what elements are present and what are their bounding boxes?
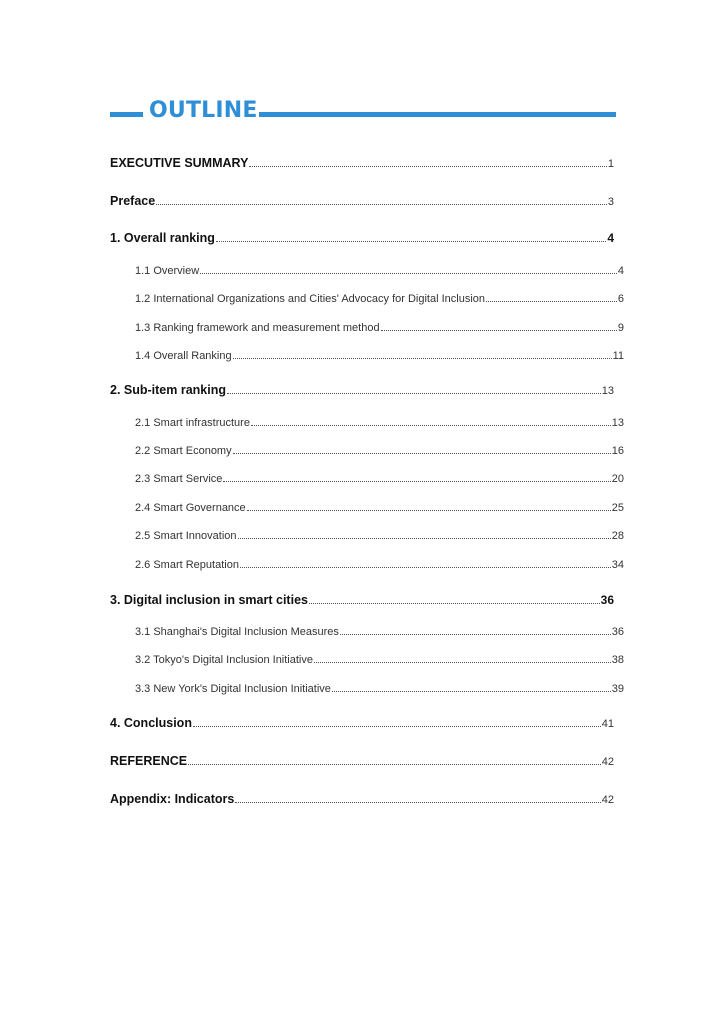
- toc-entry-label: 3.3 New York's Digital Inclusion Initiative: [135, 683, 331, 695]
- toc-entry-label: 1.2 International Organizations and Cities' Advocacy for Digital Inclusion: [135, 293, 486, 305]
- toc-entry-label: 2. Sub-item ranking: [110, 383, 226, 397]
- page-title: OUTLINE: [149, 98, 258, 123]
- toc-entry-label: 1.1 Overview: [135, 265, 200, 277]
- toc-leader-dots: [227, 392, 601, 394]
- toc-entry-conclusion[interactable]: [110, 716, 614, 730]
- toc-entry-executive-summary[interactable]: [110, 156, 614, 170]
- toc-leader-dots: [238, 537, 611, 539]
- toc-entry-label: 2.3 Smart Service: [135, 473, 223, 485]
- toc-leader-dots: [332, 690, 611, 692]
- toc-page-number: 28: [611, 530, 624, 542]
- toc-entry-advocacy[interactable]: [135, 293, 624, 305]
- toc-page-number: 16: [611, 445, 624, 457]
- toc-page-number: 3: [607, 196, 614, 208]
- toc-page-number: 42: [601, 756, 614, 768]
- toc-leader-dots: [156, 203, 607, 205]
- toc-entry-appendix[interactable]: [110, 792, 614, 806]
- toc-page-number: 1: [607, 158, 614, 170]
- outline-header: [110, 96, 616, 128]
- toc-entry-label: 3.2 Tokyo's Digital Inclusion Initiative: [135, 654, 313, 666]
- toc-entry-tokyo[interactable]: [135, 654, 624, 666]
- toc-page-number: 4: [607, 231, 614, 245]
- toc-leader-dots: [240, 566, 611, 568]
- toc-entry-sub-item-ranking[interactable]: [110, 383, 614, 397]
- toc-entry-smart-reputation[interactable]: [135, 559, 624, 571]
- toc-entry-label: 2.5 Smart Innovation: [135, 530, 237, 542]
- toc-entry-label: 2.4 Smart Governance: [135, 502, 246, 514]
- toc-entry-label: 1.3 Ranking framework and measurement method: [135, 322, 380, 334]
- toc-page-number: 36: [600, 593, 614, 607]
- toc-page-number: 41: [601, 718, 614, 730]
- toc-leader-dots: [188, 763, 601, 765]
- toc-page-number: 36: [611, 626, 624, 638]
- toc-leader-dots: [486, 300, 617, 302]
- toc-entry-label: 3.1 Shanghai's Digital Inclusion Measures: [135, 626, 339, 638]
- toc-entry-shanghai[interactable]: [135, 626, 624, 638]
- toc-entry-label: 4. Conclusion: [110, 716, 192, 730]
- toc-entry-smart-innovation[interactable]: [135, 530, 624, 542]
- toc-leader-dots: [200, 272, 617, 274]
- toc-leader-dots: [309, 602, 600, 604]
- toc-page-number: 13: [611, 417, 624, 429]
- toc-entry-label: Preface: [110, 194, 156, 208]
- toc-entry-label: 2.1 Smart infrastructure: [135, 417, 250, 429]
- toc-entry-new-york[interactable]: [135, 683, 624, 695]
- toc-entry-digital-inclusion[interactable]: [110, 593, 614, 607]
- toc-page-number: 13: [601, 385, 614, 397]
- toc-entry-label: 3. Digital inclusion in smart cities: [110, 593, 308, 607]
- toc-leader-dots: [381, 329, 617, 331]
- toc-leader-dots: [233, 357, 612, 359]
- toc-page-number: 25: [611, 502, 624, 514]
- toc-leader-dots: [340, 633, 611, 635]
- toc-entry-label: EXECUTIVE SUMMARY: [110, 156, 249, 170]
- toc-entry-label: 2.6 Smart Reputation: [135, 559, 239, 571]
- toc-entry-smart-service[interactable]: [135, 473, 624, 485]
- toc-entry-label: 2.2 Smart Economy: [135, 445, 232, 457]
- toc-leader-dots: [223, 480, 610, 482]
- toc-leader-dots: [216, 240, 606, 242]
- toc-leader-dots: [314, 661, 611, 663]
- toc-page-number: 38: [611, 654, 624, 666]
- toc-page-number: 11: [612, 350, 624, 362]
- toc-leader-dots: [233, 452, 611, 454]
- toc-page-number: 34: [611, 559, 624, 571]
- toc-entry-overall-ranking[interactable]: [110, 231, 614, 245]
- toc-page-number: 20: [611, 473, 624, 485]
- toc-leader-dots: [249, 165, 606, 167]
- toc-page-number: 4: [617, 265, 624, 277]
- toc-page-number: 39: [611, 683, 624, 695]
- toc-entry-overview[interactable]: [135, 265, 624, 277]
- toc-leader-dots: [247, 509, 611, 511]
- toc-entry-label: REFERENCE: [110, 754, 188, 768]
- toc-entry-label: 1.4 Overall Ranking: [135, 350, 232, 362]
- header-rule-right: [259, 112, 616, 117]
- toc-leader-dots: [251, 424, 611, 426]
- toc-leader-dots: [235, 801, 600, 803]
- toc-entry-reference[interactable]: [110, 754, 614, 768]
- toc-entry-smart-governance[interactable]: [135, 502, 624, 514]
- toc-entry-label: Appendix: Indicators: [110, 792, 235, 806]
- toc-page-number: 6: [617, 293, 624, 305]
- toc-entry-smart-infrastructure[interactable]: [135, 417, 624, 429]
- toc-page-number: 42: [601, 794, 614, 806]
- toc-entry-label: 1. Overall ranking: [110, 231, 215, 245]
- toc-entry-overall-ranking-sub[interactable]: [135, 350, 624, 362]
- toc-entry-preface[interactable]: [110, 194, 614, 208]
- toc-leader-dots: [193, 725, 601, 727]
- header-rule-left: [110, 112, 143, 117]
- toc-page-number: 9: [617, 322, 624, 334]
- toc-entry-smart-economy[interactable]: [135, 445, 624, 457]
- toc-entry-ranking-framework[interactable]: [135, 322, 624, 334]
